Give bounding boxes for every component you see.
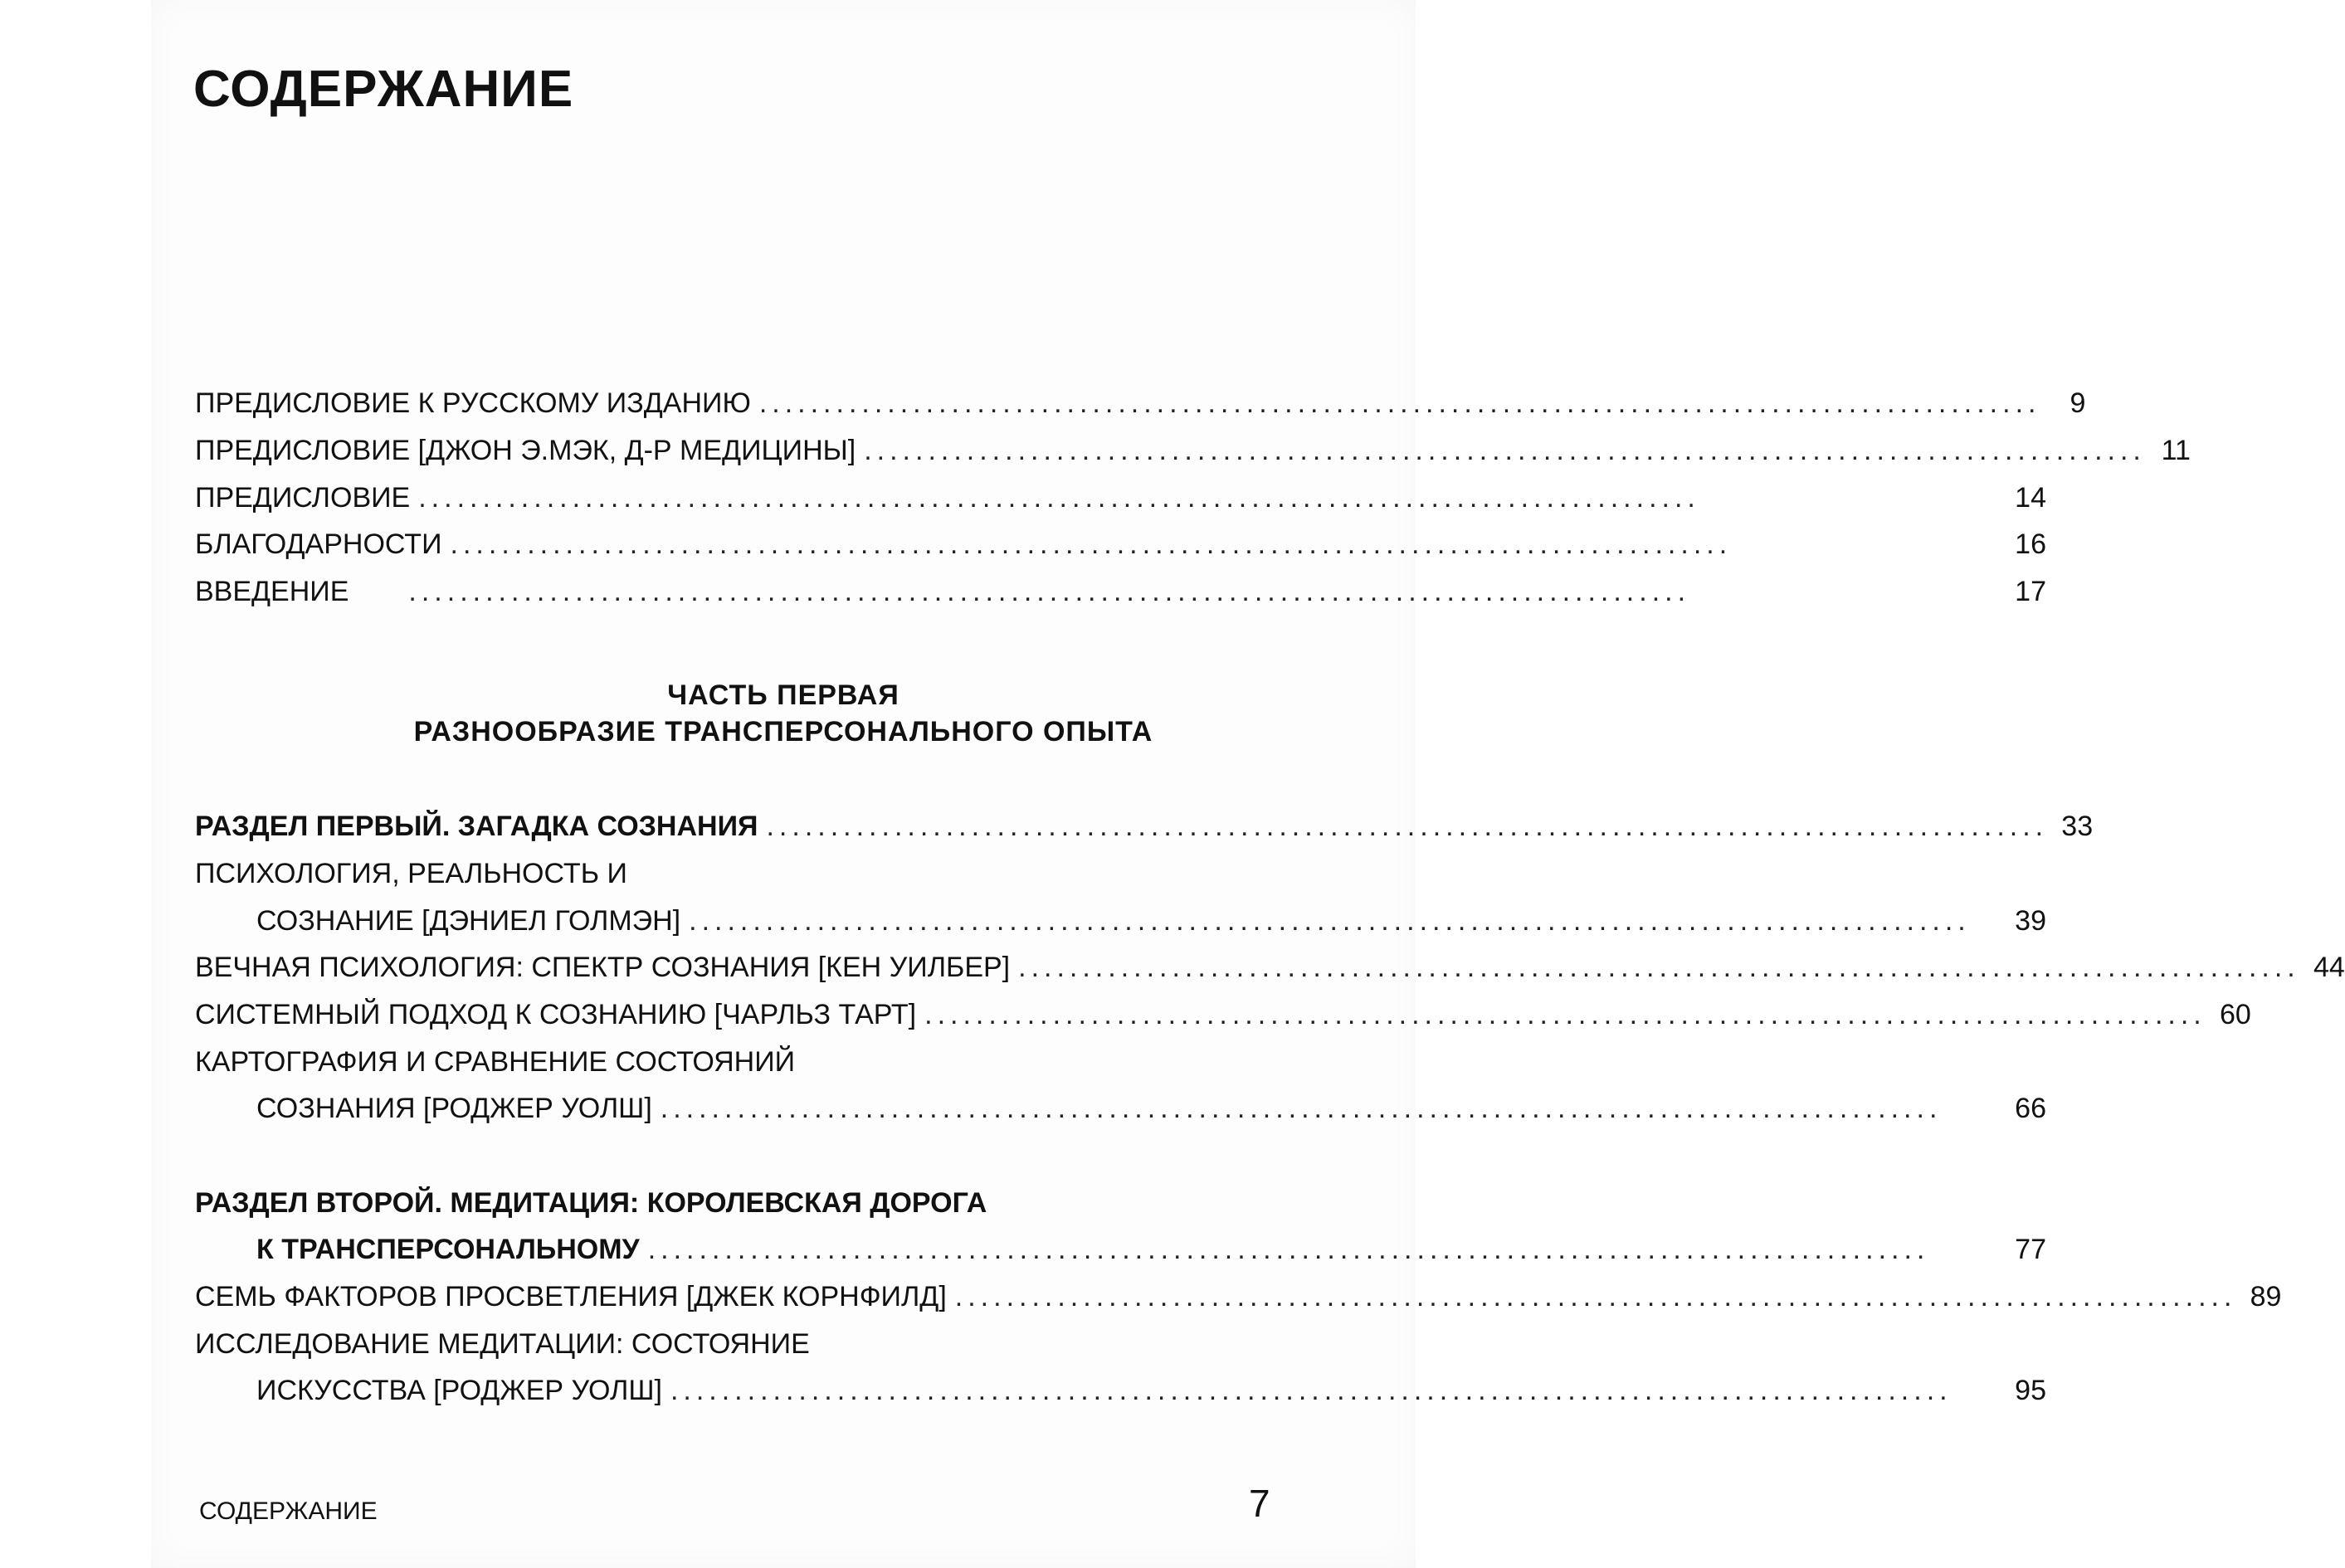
toc-entry-page: 11 <box>2161 435 2191 466</box>
section-heading <box>195 1233 2046 1266</box>
toc-entry <box>195 951 2345 984</box>
running-footer-label: СОДЕРЖАНИЕ <box>199 1497 378 1525</box>
toc-entry-page: 16 <box>2015 528 2046 560</box>
dot-leader: .................................................................................................... <box>660 1093 1943 1124</box>
toc-entry <box>195 1280 2282 1313</box>
toc-entry <box>195 434 2191 467</box>
section-heading-title-line1: РАЗДЕЛ ВТОРОЙ. МЕДИТАЦИЯ: КОРОЛЕВСКАЯ ДОРОГА <box>195 1187 987 1219</box>
toc-entry-page: 89 <box>2250 1281 2282 1312</box>
section-heading-title-line2: К ТРАНСПЕРСОНАЛЬНОМУ <box>256 1234 640 1265</box>
toc-entry-title-line1: ИССЛЕДОВАНИЕ МЕДИТАЦИИ: СОСТОЯНИЕ <box>195 1328 810 1360</box>
toc-entry-page: 60 <box>2219 999 2251 1030</box>
part-heading-title: РАЗНООБРАЗИЕ ТРАНСПЕРСОНАЛЬНОГО ОПЫТА <box>413 716 1153 747</box>
toc-entry <box>195 481 2046 514</box>
toc-entry-title: ПРЕДИСЛОВИЕ К РУССКОМУ ИЗДАНИЮ <box>195 387 751 419</box>
toc-entry <box>195 1374 2046 1407</box>
section-heading <box>195 810 2094 843</box>
toc-entry-page: 95 <box>2015 1375 2046 1406</box>
toc-entry <box>195 528 2046 561</box>
toc-entry-title-line2: ИСКУССТВА [РОДЖЕР УОЛШ] <box>256 1375 662 1406</box>
page-title: СОДЕРЖАНИЕ <box>193 61 574 118</box>
dot-leader: .................................................................................................... <box>418 482 1700 514</box>
toc-entry-page: 9 <box>2070 387 2086 419</box>
toc-entry-title-line2: СОЗНАНИЯ [РОДЖЕР УОЛШ] <box>256 1093 652 1124</box>
toc-entry-title: СИСТЕМНЫЙ ПОДХОД К СОЗНАНИЮ [ЧАРЛЬЗ ТАРТ] <box>195 999 917 1030</box>
dot-leader: .................................................................................................... <box>408 576 1691 607</box>
section-heading-page: 33 <box>2061 811 2094 842</box>
dot-leader: .................................................................................................... <box>864 435 2146 466</box>
toc-entry-page: 66 <box>2015 1093 2046 1124</box>
toc-entry-title: СЕМЬ ФАКТОРОВ ПРОСВЕТЛЕНИЯ [ДЖЕК КОРНФИЛД] <box>195 1281 947 1312</box>
toc-entry <box>195 575 2046 608</box>
toc-entry-title: ВВЕДЕНИЕ <box>195 576 349 607</box>
dot-leader: .................................................................................................... <box>758 387 2041 419</box>
toc-entry-page: 17 <box>2015 576 2046 607</box>
dot-leader: .................................................................................................... <box>450 528 1733 560</box>
toc-entry-title-line1: ПСИХОЛОГИЯ, РЕАЛЬНОСТЬ И <box>195 858 627 889</box>
dot-leader: .................................................................................................... <box>647 1234 1930 1265</box>
section-heading-page: 77 <box>2015 1234 2046 1265</box>
page-number: 7 <box>1249 1482 1270 1525</box>
toc-entry-title: БЛАГОДАРНОСТИ <box>195 528 442 560</box>
part-heading-number: ЧАСТЬ ПЕРВАЯ <box>667 679 899 711</box>
toc-entry-page: 14 <box>2015 482 2046 514</box>
toc-entry <box>195 904 2046 937</box>
toc-entry <box>195 387 2086 420</box>
toc-entry-title: ПРЕДИСЛОВИЕ [ДЖОН Э.МЭК, Д-Р МЕДИЦИНЫ] <box>195 435 856 466</box>
section-heading-title: РАЗДЕЛ ПЕРВЫЙ. ЗАГАДКА СОЗНАНИЯ <box>195 811 758 842</box>
toc-entry-page: 39 <box>2015 905 2046 937</box>
toc-entry <box>195 1092 2046 1125</box>
dot-leader: .................................................................................................... <box>670 1375 1953 1406</box>
dot-leader: .................................................................................................... <box>766 811 2049 842</box>
toc-entry-page: 44 <box>2313 952 2345 983</box>
toc-entry-title-line1: КАРТОГРАФИЯ И СРАВНЕНИЕ СОСТОЯНИЙ <box>195 1046 796 1078</box>
dot-leader: .................................................................................................... <box>1018 952 2300 983</box>
dot-leader: .................................................................................................... <box>954 1281 2237 1312</box>
toc-entry-title: ВЕЧНАЯ ПСИХОЛОГИЯ: СПЕКТР СОЗНАНИЯ [КЕН УИЛБЕР] <box>195 952 1011 983</box>
toc-entry <box>195 998 2251 1031</box>
toc-entry-title: ПРЕДИСЛОВИЕ <box>195 482 411 514</box>
dot-leader: .................................................................................................... <box>924 999 2206 1030</box>
dot-leader: .................................................................................................... <box>689 905 1971 937</box>
toc-entry-title-line2: СОЗНАНИЕ [ДЭНИЕЛ ГОЛМЭН] <box>256 905 681 937</box>
